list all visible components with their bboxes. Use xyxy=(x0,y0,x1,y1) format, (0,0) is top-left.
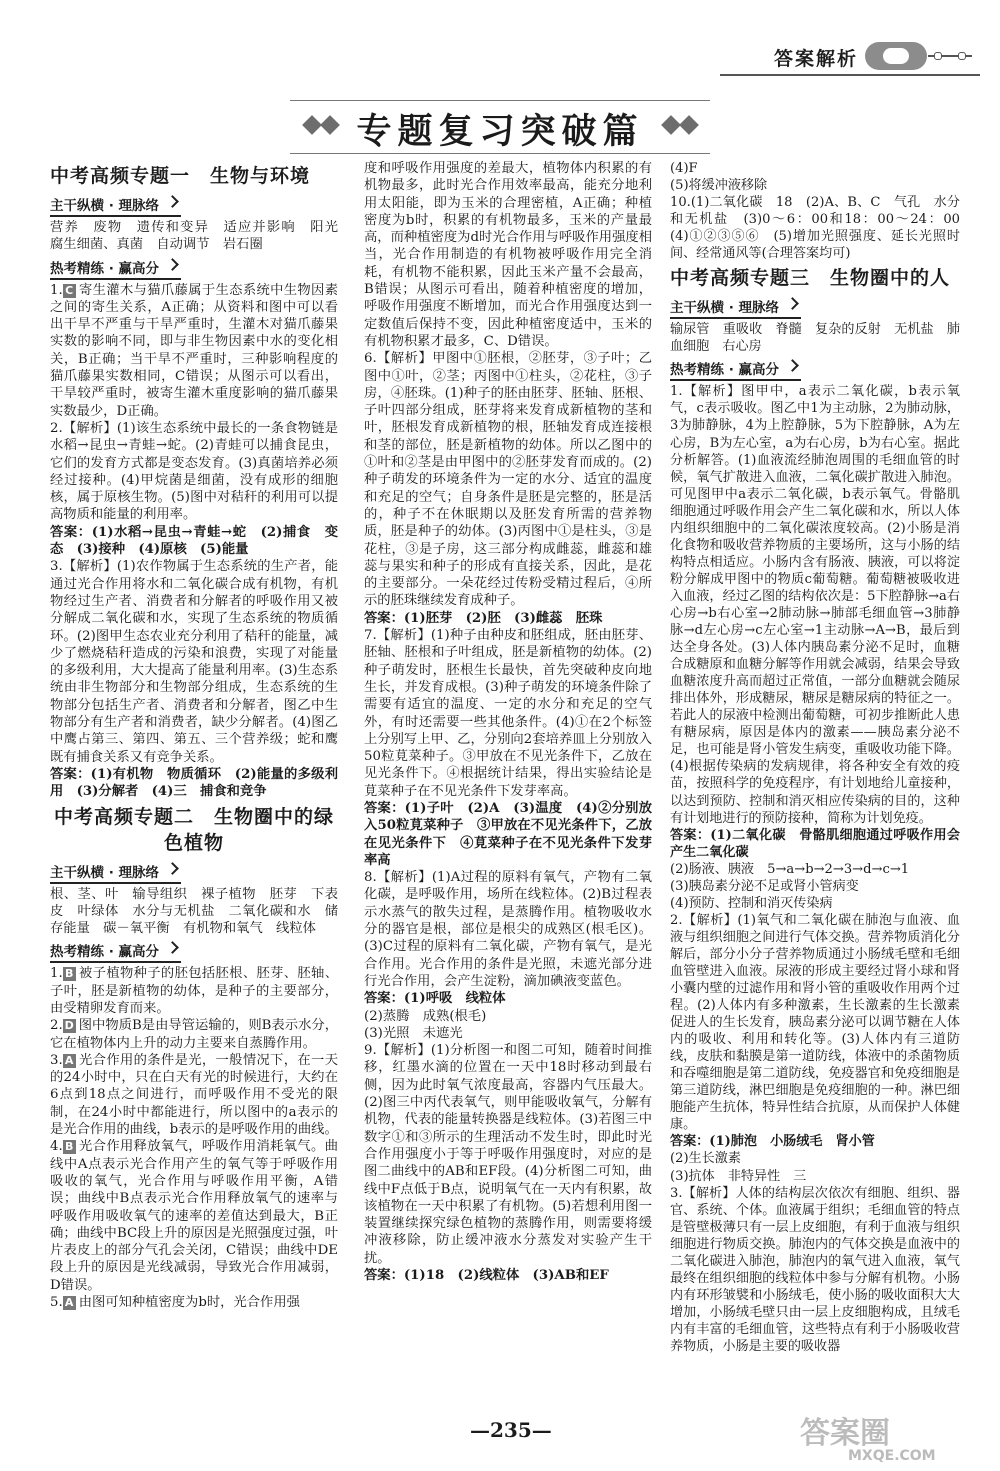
question-number: 5. xyxy=(50,1295,63,1311)
answer-choice-badge: C xyxy=(63,284,76,298)
page-number: —235— xyxy=(470,1418,552,1442)
answer-line: 答案：(1)子叶 (2)A (3)温度 (4)②分别放入50粒莧菜种子 ③甲放在不见光条件下，乙放在见光条件下 ④莧菜种子在不见光条件下发芽率高 xyxy=(364,800,652,868)
answer-choice-badge: B xyxy=(63,1140,76,1154)
watermark-logo: 答案圈 xyxy=(800,1416,890,1451)
answer-line: 答案：(1)水稻→昆虫→青蛙→蛇 (2)捕食 变态 (3)接种 (4)原核 (5)能量 xyxy=(50,524,338,558)
answer-line: (3)光照 未遮光 xyxy=(364,1025,463,1041)
dot-icon xyxy=(934,52,942,60)
question-2: 2.【解析】(1)氧气和二氧化碳在肺泡与血液、血液与组织细胞之间进行气体交换。营养物质消化分解后，部分小分子营养物质通过小肠绒毛壁和毛细血管壁进入血液。尿液的形成主要经过肾小球和肾小囊内壁的过滤作用和肾小管的重吸收作用两个过程。(2)人体内有多种激素，生长激素的生长激素促进人的生长发育，胰岛素分泌可以调节糖在人体内的吸收、利用和转化等。(3)人体内有三道防线，皮肤和黏膜是第一道防线，体液中的杀菌物质和吞噬细胞是第二道防线，免疫器官和免疫细胞是第三道防线，淋巴细胞是免疫细胞的一种。淋巴细胞能产生抗体，特异性结合抗原，从而保护人体健康。 xyxy=(670,912,960,1133)
answer-line: 答案：(1)18 (2)线粒体 (3)AB和EF xyxy=(364,1268,609,1283)
question-7: 7.【解析】(1)种子由种皮和胚组成，胚由胚芽、胚轴、胚根和子叶组成，胚是新植物的幼体。(2)种子萌发时，胚根生长最快，首先突破种皮向地生长，并发育成根。(3)种子萌发的环境条件除了需要有适宜的温度、一定的水分和充足的空气外，有时还需要一些其他条件。(4)①在2个标签上分别写上甲、乙，分别向2套培养皿上分别放入50粒莧菜种子。③甲放在不见光条件下，乙放在见光条件下。④根据统计结果，得出实验结论是莧菜种子在不见光条件下发芽率高。 xyxy=(364,628,652,799)
question-text: 被子植物种子的胚包括胚根、胚芽、胚轴、子叶，胚是新植物的幼体，是种子的主要部分，由受精卵发育而来。 xyxy=(50,966,338,1016)
question-text: 由图可知种植密度为b时，光合作用强 xyxy=(78,1295,300,1311)
subheading-outline: 主干纵横 · 理脉络 xyxy=(50,194,181,217)
question-4 xyxy=(50,1138,338,1294)
question-9: 9.【解析】(1)分析图一和图二可知，随着时间推移，红墨水滴的位置在一天中18时移动到最右侧，因为此时氧气浓度最高，容器内气压最大。(2)图三中丙代表氧气，则甲能吸收氧气，分解有机物，代表的能量转换器是线粒体。(3)若图三中数字①和③所示的生理活动不发生时，即此时光合作用强度小于等于呼吸作用强度时，对应的是图二曲线中的AB和EF段。(4)分析图二可知，曲线中F点低于B点，说明氧气在一天内有积累，故该植物在一天中积累了有机物。(5)若想利用图一装置继续探究绿色植物的蒸腾作用，则需要将缓冲液移除，防止缓冲液水分蒸发对实验产生干扰。 xyxy=(364,1043,652,1266)
dot-icon xyxy=(958,52,966,60)
question-10: 10.(1)二氧化碳 18 (2)A、B、C 气孔 水分和无机盐 (3)0～6：00和18：00～24：00 (4)①②③⑤⑥ (5)增加光照强度、延长光照时间、经常通风等(合理答案均可) xyxy=(670,195,974,262)
answer-choice-badge: A xyxy=(63,1054,76,1068)
answer-choice-badge: A xyxy=(63,1296,76,1310)
answer-line: 答案：(1)二氧化碳 骨骼肌细胞通过呼吸作用会产生二氧化碳 xyxy=(670,827,960,860)
question-5 xyxy=(50,1294,338,1311)
subheading-outline: 主干纵横 · 理脉络 xyxy=(50,861,181,884)
column-1 xyxy=(50,160,352,1311)
answer-line: 答案：(1)肺泡 小肠绒毛 肾小管 xyxy=(670,1134,875,1150)
question-6: 6.【解析】甲图中①胚根，②胚芽，③子叶；乙图中①叶，②茎；丙图中①柱头，②花柱，③子房，④胚珠。(1)种子的胚由胚芽、胚轴、胚根、子叶四部分组成，胚芽将来发育成新植物的茎和叶，胚根发育成新植物的根，胚轴发育成连接根和茎的部位，胚是新植物的幼体。所以乙图中的①叶和②茎是由甲图中的②胚芽发育而成的。(2)种子萌发的环境条件为一定的水分、适宜的温度和充足的空气；自身条件是胚是完整的，胚是活的，种子不在休眠期以及胚发育所需的营养物质，胚是种子的幼体。(3)丙图中①是柱头，③是花柱，③是子房，这三部分构成雌蕊，雌蕊和雄蕊与果实和种子的形成有直接关系，因此，是花的主要部分。一朵花经过传粉受精过程后，④所示的胚珠继续发育成种子。 xyxy=(364,351,652,609)
answer-line: (2)生长激素 xyxy=(670,1151,741,1167)
header-title: 答案解析 xyxy=(774,48,859,70)
answer-choice-badge: D xyxy=(64,1019,74,1033)
column-2 xyxy=(364,160,652,1284)
section-banner-title: 专题复习突破篇 xyxy=(356,112,644,152)
question-3: 3.【解析】人体的结构层次依次有细胞、组织、器官、系统、个体。血液属于组织；毛细血管的特点是管壁极薄只有一层上皮细胞，有利于血液与组织细胞进行物质交换。肺泡内的气体交换是血液中的二氧化碳进入肺泡，肺泡内的氧气进入血液，氧气最终在组织细胞的线粒体中参与分解有机物。小肠内有环形皱襞和小肠绒毛，使小肠的吸收面积大大增加，小肠绒毛壁只由一层上皮细胞构成，且绒毛内有丰富的毛细血管，这些特点有利于小肠吸收营养物质，小肠是主要的吸收器 xyxy=(670,1185,960,1354)
question-3: 3.【解析】(1)农作物属于生态系统的生产者，能通过光合作用将水和二氧化碳合成有机物，有机物经过生产者、消费者和分解者的呼吸作用又被分解成二氧化碳和水，实现了生态系统的物质循环。(2)图甲生态农业充分利用了秸秆的能量，减少了燃烧秸秆造成的污染和浪费，实现了对能量的多级利用，大大提高了能量利用率。(3)生态系统由非生物部分和生物部分组成，生态系统的生物部分包括生产者、消费者和分解者，图乙中生物部分有生产者和消费者，缺少分解者。(4)图乙中鹰占第三、第四、第五、三个营养级；蛇和鹰既有捕食关系又有竞争关系。 xyxy=(50,559,338,765)
answer-line: (4)F xyxy=(670,161,698,176)
topic-title-3: 中考高频专题三 生物圈中的人 xyxy=(670,267,951,290)
topic-title-2: 中考高频专题二 生物圈中的绿色植物 xyxy=(53,805,334,854)
answer-line: 答案：(1)有机物 物质循环 (2)能量的多级利用 (3)分解者 (4)三 捕食和竞争 xyxy=(50,766,338,800)
subheading-outline: 主干纵横 · 理脉络 xyxy=(670,296,801,319)
keyword-answers: 营养 废物 遗传和变异 适应并影响 阳光 腐生细菌、真菌 自动调节 岩石圈 xyxy=(50,220,352,253)
answer-line: (2)蒸腾 成熟(根毛) xyxy=(364,1008,487,1024)
question-number: 1. xyxy=(50,966,63,982)
answer-line: (5)将缓冲液移除 xyxy=(670,178,768,194)
subheading-practice: 热考精练 · 赢高分 xyxy=(50,257,181,280)
answer-line: 答案：(1)呼吸 线粒体 xyxy=(364,991,506,1007)
topic-title-1: 中考高频专题一 生物与环境 xyxy=(50,165,311,187)
lightbulb-icon xyxy=(865,42,927,70)
question-2: 2.【解析】(1)该生态系统中最长的一条食物链是水稻→昆虫→青蛙→蛇。(2)青蛙可以捕食昆虫，它们的发育方式都是变态发育。(3)真菌培养必须经过接种。(4)甲烷菌是细菌，没有成形的细胞核，属于原核生物。(5)图中对秸秆的利用可以提高物质和能量的利用率。 xyxy=(50,420,338,523)
answer-line: (3)胰岛素分泌不足或肾小管病变 xyxy=(670,878,859,894)
answer-line: (2)肠液、胰液 5→a→b→2→3→d→c→1 xyxy=(670,861,910,877)
question-number: 2. xyxy=(50,1018,63,1034)
subheading-practice: 热考精练 · 赢高分 xyxy=(670,358,801,381)
question-1 xyxy=(50,965,338,1017)
answer-choice-badge: B xyxy=(63,967,76,981)
subheading-practice: 热考精练 · 赢高分 xyxy=(50,940,181,963)
question-number: 4. xyxy=(50,1139,63,1155)
question-8: 8.【解析】(1)A过程的原料有氧气，产物有二氧化碳，是呼吸作用，场所在线粒体。(2)B过程表示水蒸气的散失过程，是蒸腾作用。植物吸收水分的器官是根，部位是根尖的成熟区(根毛区)。(3)C过程的原料有二氧化碳，产物有氧气，是光合作用。光合作用的条件是光照，未遮光部分进行光合作用，会产生淀粉，滴加碘液变蓝色。 xyxy=(364,870,652,989)
question-text: 寄生灌木与猫爪藤属于生态系统中生物因素之间的寄生关系，A正确；从资料和图中可以看出干旱不严重与干旱严重时，生灌木对猫爪藤果实数的影响不同，即与非生物因素中水的变化相关，B正确；当干旱不严重时，三种影响程度的猫爪藤果实数相同，C错误；从图示可以看出，干旱较严重时，被寄生灌木重度影响的猫爪藤果实数最少，D正确。 xyxy=(50,282,338,419)
question-text: 光合作用释放氧气，呼吸作用消耗氧气。曲线中A点表示光合作用产生的氧气等于呼吸作用吸收的氧气，光合作用与呼吸作用平衡，A错误；曲线中B点表示光合作用释放氧气的速率与呼吸作用吸收氧气的速率的差值达到最大，B正确；曲线中BC段上升的原因是光照强度过强，叶片表皮上的部分气孔会关闭，C错误；曲线中DE段上升的原因是光线减弱，导致光合作用减弱，D错误。 xyxy=(50,1139,338,1293)
question-text: 图中物质B是由导管运输的，则B表示水分，它在植物体内上升的动力主要来自蒸腾作用。 xyxy=(50,1018,338,1051)
question-text: 光合作用的条件是光，一般情况下，在一天的24小时中，只在白天有光的时候进行，大约在6点到18点之间进行，而呼吸作用不受光的限制，在24小时中都能进行，所以图中的a表示的是光合作用的曲线，b表示的是呼吸作用的曲线。 xyxy=(50,1052,338,1138)
answer-line: 答案：(1)胚芽 (2)胚 (3)雌蕊 胚珠 xyxy=(364,610,603,626)
watermark-url: MXQE.COM xyxy=(848,1448,936,1464)
question-1: 1.【解析】图甲中，a表示二氧化碳，b表示氧气，c表示吸收。图乙中1为主动脉，2为肺动脉，3为肺静脉，4为上腔静脉，5为下腔静脉，A为左心房，B为左心室，a为右心房，b为右心室。据此分析解答。(1)血液流经肺泡周围的毛细血管的时候，氧气扩散进入血液，二氧化碳扩散进入肺泡。可见图甲中a表示二氧化碳，b表示氧气。骨骼肌细胞通过呼吸作用会产生二氧化碳和水，所以人体内组织细胞中的二氧化碳浓度较高。(2)小肠是消化食物和吸收营养物质的主要场所，这与小肠的结构特点相适应。小肠内含有肠液、胰液，可以将淀粉分解成甲图中的物质c葡萄糖。葡萄糖被吸收进入血液，经过乙图的结构依次是：5下腔静脉→a右心房→b右心室→2肺动脉→肺部毛细血管→3肺静脉→d左心房→c左心室→1主动脉→A→B，最后到达全身各处。(3)人体内胰岛素分泌不足时，血糖合成糖原和血糖分解等作用就会减弱，结果会导致血糖浓度升高而超过正常值，一部分血糖就会随尿排出体外，形成糖尿，糖尿是糖尿病的特征之一。若此人的尿液中检测出葡萄糖，可初步推断此人患有糖尿病，原因是体内的激素——胰岛素分泌不足，也可能是肾小管发生病变，重吸收功能下降。(4)根据传染病的发病规律，将各种安全有效的疫苗，按照科学的免疫程序，有计划地给儿童接种，以达到预防、控制和消灭相应传染病的目的，这种有计划地进行的预防接种，简称为计划免疫。 xyxy=(670,384,960,826)
question-2 xyxy=(50,1017,338,1052)
keyword-answers: 根、茎、叶 输导组织 裸子植物 胚芽 下表皮 叶绿体 水分与无机盐 二氧化碳和水 储存能量 碳－氧平衡 有机物和氧气 线粒体 xyxy=(50,886,338,937)
question-number: 3. xyxy=(50,1052,63,1068)
question-1 xyxy=(50,282,338,420)
keyword-answers: 输尿管 重吸收 脊髓 复杂的反射 无机盐 肺 血细胞 右心房 xyxy=(670,322,974,355)
question-number: 1. xyxy=(50,282,63,298)
answer-line: (3)抗体 非特异性 三 xyxy=(670,1168,807,1184)
question-3 xyxy=(50,1052,338,1138)
question-5-continued: 度和呼吸作用强度的差最大，植物体内积累的有机物最多，此时光合作用效率最高，能充分地利用太阳能，即为玉米的合理密植，A正确；种植密度为b时，积累的有机物最多，玉米的产量最高，而种植密度为d时光合作用与呼吸作用强度相当，光合作用制造的有机物被呼吸作用完全消耗，有机物不能积累，因此玉米产量不会最高，B错误；从图示可看出，随着种植密度的增加，呼吸作用强度不断增加，而光合作用强度达到一定数值后保持不变，因此种植密度适中，玉米的有机物积累才最多，C、D错误。 xyxy=(364,161,652,349)
answer-line: (4)预防、控制和消灭传染病 xyxy=(670,895,833,911)
column-3 xyxy=(670,160,974,1355)
